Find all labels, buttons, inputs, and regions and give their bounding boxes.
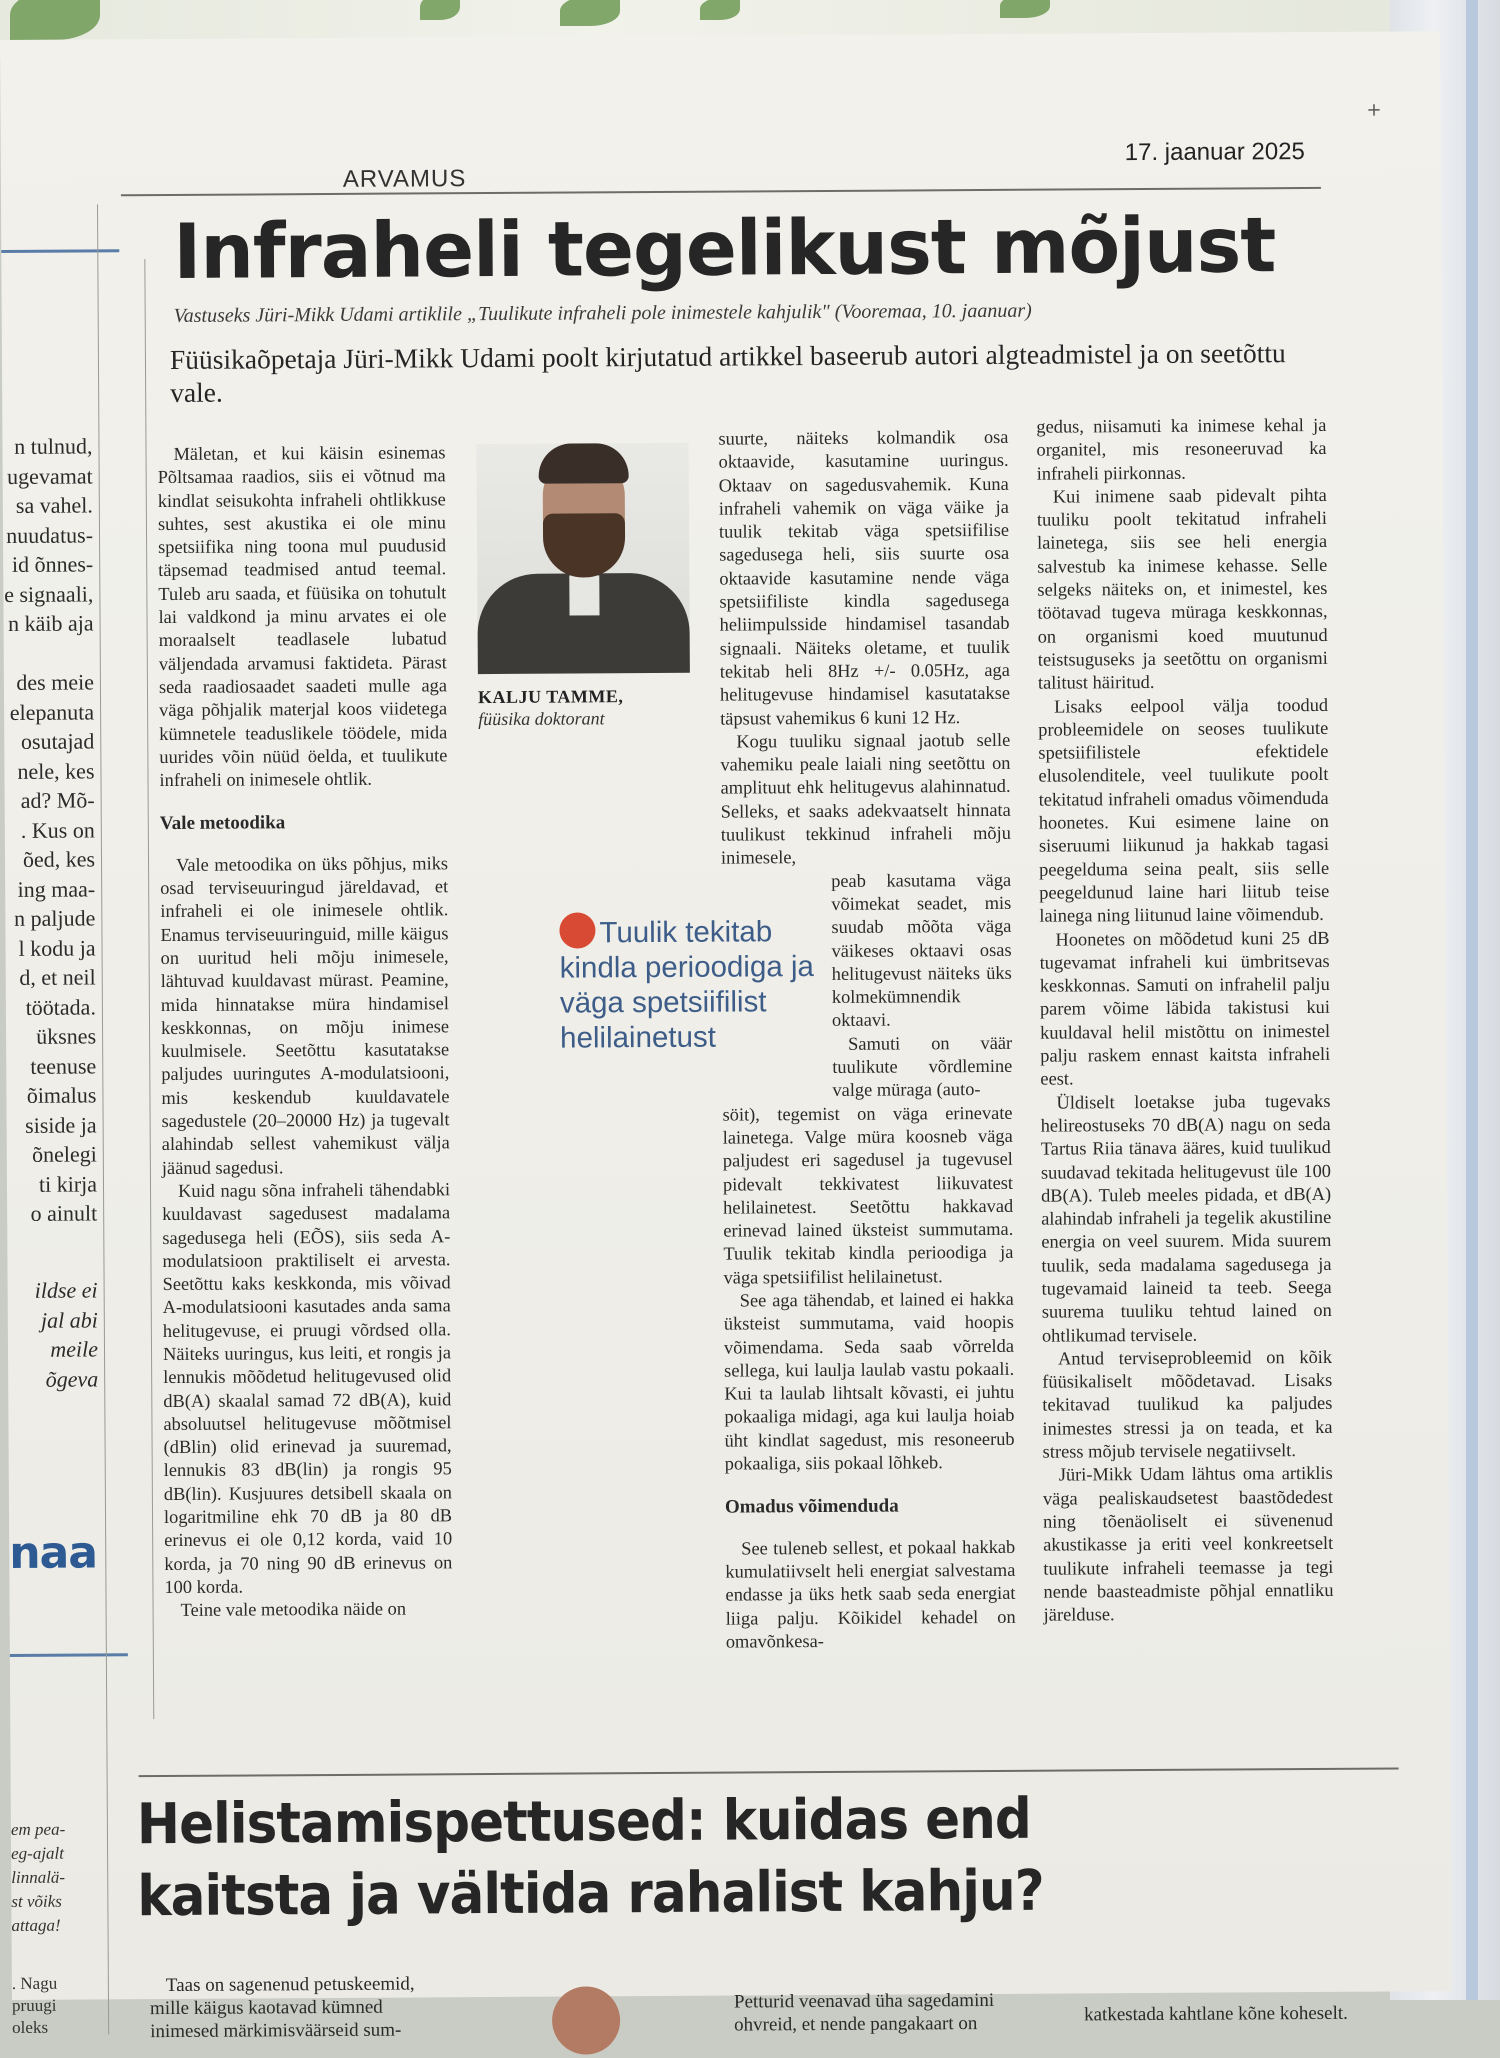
- paragraph: söit), tegemist on väga erinevate lainetega. Valge müra koosneb väga paljudest eri sagedusel ja tugevusel pidevalt tekkivatest liikuvatest helilainetest. Seetõttu hakkavad erinevad lained üksteist summutama. Tuulik tekitab kindla perioodiga ja väga spetsiifilist helilainetust.: [722, 1102, 1014, 1288]
- pull-quote: Tuulik tekitab kindla perioodiga ja väga spetsiifilist helilainetust: [559, 911, 830, 1056]
- subheading: Omadus võimenduda: [724, 1495, 899, 1518]
- paragraph: Antud terviseprobleemid on kõik füüsikaliselt mõõdetavad. Lisaks tekitavad tuulikud ka paljudes inimestes stressi ja on teada, et ka stress mõjub tervisele negatiivselt.: [1042, 1346, 1333, 1462]
- paragraph: suurte, näiteks kolmandik osa oktaavide, kasutamine uuringus. Oktaav on sagedusvahemik. Kuna infraheli vahemik on väga väike ja tuulik tekitab väga spetsiifilise sagedusega heli, siis suurte osa oktaavide kasutamine nende väga spetsiifiliste kindla sagedusega heliimpulsside hindamisel tasandab signaali. Näiteks oletame, et tuulik tekitab heli 8Hz +/- 0.05Hz, aga helitugevuse hindamisel kasutatakse täpsust vahemikus 6 kuni 12 Hz.: [718, 426, 1011, 729]
- leaf-decoration: [10, 0, 100, 40]
- header-rule: [121, 187, 1321, 196]
- article-divider: [144, 259, 154, 1719]
- paragraph: Kogu tuuliku signaal jaotub selle vahemiku peale laiali ning seetõttu on amplituut ehk helitugevus alahinnatud. Selleks, et saaks adekvaatselt hinnata tuulikust tekkinud infraheli mõju inimesele,: [720, 729, 1011, 868]
- paragraph: Samuti on väär tuulikute võrdlemine valge müraga (auto-: [832, 1032, 1013, 1101]
- author-photo: [476, 443, 689, 670]
- bullet-dot-icon: [559, 912, 595, 948]
- photo-shape: [543, 513, 625, 577]
- paragraph: Mäletan, et kui käisin esinemas Põltsamaa raadios, siis ei võtnud ma kindlat seisukohta infraheli ohtlikkuse suhtes, sest akustika ei ole minu spetsiifika ning toona mul puudusid täpsemad teadmised antud teemal. Tuleb aru saada, et füüsika on tohutult lai valdkond ja minu arvates ei ole moraalselt teadlasele lubatud väljendada arvamusi faktideta. Pärast seda raadiosaadet saadeti mulle aga väga põhjalik materjal koos viidetega kümnetele teaduslikele töödele, mida uurides võin nüüd öelda, et tuulikute infraheli on inimesele ohtlik.: [157, 442, 448, 791]
- second-article-headline: Helistamispettused: kuidas end kaitsta ja vältida rahalist kahju?: [136, 1786, 1044, 1930]
- leaf-decoration: [420, 0, 460, 20]
- left-column-text: ildse ei jal abi meile õgeva: [34, 1277, 99, 1392]
- author-name: KALJU TAMME,: [477, 686, 624, 708]
- newspaper-page: [0, 31, 1452, 2043]
- issue-date: 17. jaanuar 2025: [1124, 138, 1305, 167]
- second-article-column-3: katkestada kahtlane kõne koheselt.: [1084, 2002, 1348, 2026]
- article-lead: Füüsikaõpetaja Jüri-Mikk Udami poolt kirjutatud artikkel baseerub autori algteadmistel ja on seetõttu vale.: [169, 337, 1286, 408]
- paragraph: See aga tähendab, et lained ei hakka üksteist summutama, vaid hoopis võimendama. Seda saab võrrelda sellega, kui laulja laulab vastu pokaali. Kui ta laulab lihtsalt kõvasti, ei juhtu pokaaliga midagi, aga kui laulja hoiab üht kindlat sagedust, mis resoneerub pokaaliga, siis pokaal lõhkeb.: [723, 1288, 1015, 1474]
- article-kicker: Vastuseks Jüri-Mikk Udami artiklile „Tuulikute infraheli pole inimestele kahjulik" (Vooremaa, 10. jaanuar): [173, 299, 1032, 327]
- photo-shape: [569, 575, 599, 615]
- paragraph: Lisaks eelpool välja toodud probleemidele on seoses tuulikute spetsiifilistele efektidele elusolenditele, veel tuulikute poolt tekitatud infraheli omadus võimenduda hoonetes. Kui esimene laine on siseruumi liikunud ja hakkab tagasi peegelduma seina pealt, siis selle peegeldunud laine hari liitub teise lainega ning liitunud laine võimendub.: [1038, 694, 1330, 926]
- paragraph: Hoonetes on mõõdetud kuni 25 dB tugevamat infraheli kui ümbritsevas keskkonnas. Samuti on infrahelil palju parem võime läbida takistusi kui kuuldaval helil mistõttu on inimestel palju raskem ennast kaitsta infraheli eest.: [1039, 927, 1331, 1089]
- second-article-photo: [552, 1986, 620, 2054]
- paragraph: See tuleneb sellest, et pokaal hakkab kumulatiivselt heli energiat salvestama endasse ja üks hetk saab seda energiat liiga palju. Kõikidel kehadel on omavõnkesa-: [725, 1536, 1016, 1652]
- leaf-decoration: [700, 0, 740, 20]
- section-label: ARVAMUS: [342, 165, 467, 193]
- article-headline: Infraheli tegelikust mõjust: [173, 200, 1276, 296]
- article-column-3: [1036, 414, 1333, 1627]
- paragraph: peab kasutama väga võimekat seadet, mis suudab mõõta väga väikeses oktaavi osas helitugevust näiteks üks kolmekümnendik oktaavi.: [831, 869, 1012, 1031]
- left-column-rule: [10, 1653, 128, 1657]
- paragraph: Vale metoodika on üks põhjus, miks osad terviseuuringud järeldavad, et infraheli ei ole inimesele ohtlik. Enamus terviseuuringuid, mille käigus on uuritud heli mõju inimesele, lähtuvad kuuldavast mürast. Peamine, mida hinnatakse müra hindamisel keskkonnas, on mõju inimese kuulmisele. Seetõttu kasutatakse paljudes uuringutes A-modulatsiooni, mis keskendub kuuldavatele sagedustele (20–20000 Hz) ja tugevalt alahindab sellest vahemikust välja jäänud sagedusi.: [160, 853, 450, 1178]
- author-role: füüsika doktorant: [478, 708, 605, 730]
- article-column-1: [157, 441, 452, 1622]
- leaf-decoration: [1000, 0, 1050, 18]
- leaf-decoration: [560, 0, 620, 26]
- subheading: Vale metoodika: [159, 812, 286, 835]
- column-divider: [97, 204, 109, 2034]
- photo-shape: [538, 443, 628, 484]
- paragraph: Teine vale metoodika näide on: [180, 1598, 407, 1621]
- left-column-text: n tulnud, ugevamat sa vahel. nuudatus- id õnnes- e signaali, n käib aja: [4, 433, 94, 636]
- left-column-rule: [1, 249, 119, 253]
- paragraph: Kuid nagu sõna infraheli tähendabki kuuldavast sagedusest madalama sagedusega heli (EÕS), siis seda A-modulatsioon praktiliselt ei arvesta. Seetõttu kaks keskkonda, mis võivad A-modulatsiooni kasutades anda sama helitugevuse, ei pruugi võrdsed olla. Näiteks uuringus, kus leiti, et rongis ja lennukis mõõdetud helitugevused olid dB(A) skaalal samad 72 dB(A), kuid absoluutsel helitugevuse mõõtmisel (dBlin) olid erinevad ja suuremad, lennukis 83 dB(lin) ja rongis 95 dB(lin). Kusjuures detsibell skaala on logaritmiline ehk 70 dB ja 80 dB erinevus ei ole 0,12 korda, vaid 10 korda, ja 70 ning 90 dB erinevus on 100 korda.: [162, 1179, 453, 1597]
- left-column-small-text: em pea- eg-ajalt linnalä- st võiks attaga!: [10, 1819, 66, 1935]
- paragraph: Kui inimene saab pidevalt pihta tuuliku poolt tekitatud infraheli lainetega, siis see heli energia salvestub ka inimese kehasse. Selle selgeks näiteks on, et inimestel, kes töötavad tugeva müraga keskkonnas, on organismi koed muutunud teistsuguseks ja seetõttu on organismi talitust häiritud.: [1036, 484, 1328, 693]
- article-separator: [139, 1767, 1399, 1777]
- second-article-column-2: Petturid veenavad üha sagedamini ohvreid, et nende pangakaart on: [733, 1989, 995, 2036]
- second-article-column-1: Taas on sagenenud petuskeemid, mille käigus kaotavad kümned inimesed märkimisväärseid sum-: [149, 1973, 415, 2043]
- left-column-text: des meie elepanuta osutajad nele, kes ad? Mõ- . Kus on õed, kes ing maa- n paljude l kodu ja d, et neil töötada. üksnes teenuse õimalus siside ja õnelegi ti kirja o ainult: [9, 669, 98, 1226]
- left-column-small-text: . Nagu pruugi oleks: [11, 1973, 58, 2037]
- paragraph: Üldiselt loetakse juba tugevaks helireostuseks 70 dB(A) nagu on seda Tartus Riia tänava ääres, kuid tuulikud suudavad tekitada helitugevust üle 100 dB(A). Tuleb meeles pidada, et dB(A) alahindab infraheli ja tegelik akustiline energia on veel suurem. Mida suurem tuulik, seda madalama sagedusega ja tugevamaid laineid ta teeb. Seega suurema tuuliku tehtud lained on ohtlikumad tervisele.: [1040, 1090, 1332, 1346]
- page-edge-stripe: [1466, 0, 1478, 2000]
- registration-mark: +: [1366, 99, 1382, 121]
- left-column-logo-fragment: naa: [9, 1527, 98, 1579]
- paragraph: Jüri-Mikk Udam lähtus oma artiklis väga pealiskaudsetest baastõdedest ning tõenäoliselt ei süvenenud akustikasse ja eriti veel konkreetselt tuulikute infraheli teemasse ja tegi nende baasteadmiste põhjal ennatliku järelduse.: [1042, 1463, 1334, 1625]
- paragraph: gedus, niisamuti ka inimese kehal ja organitel, mis resoneeruvad ka infraheli piirkonnas.: [1036, 414, 1327, 484]
